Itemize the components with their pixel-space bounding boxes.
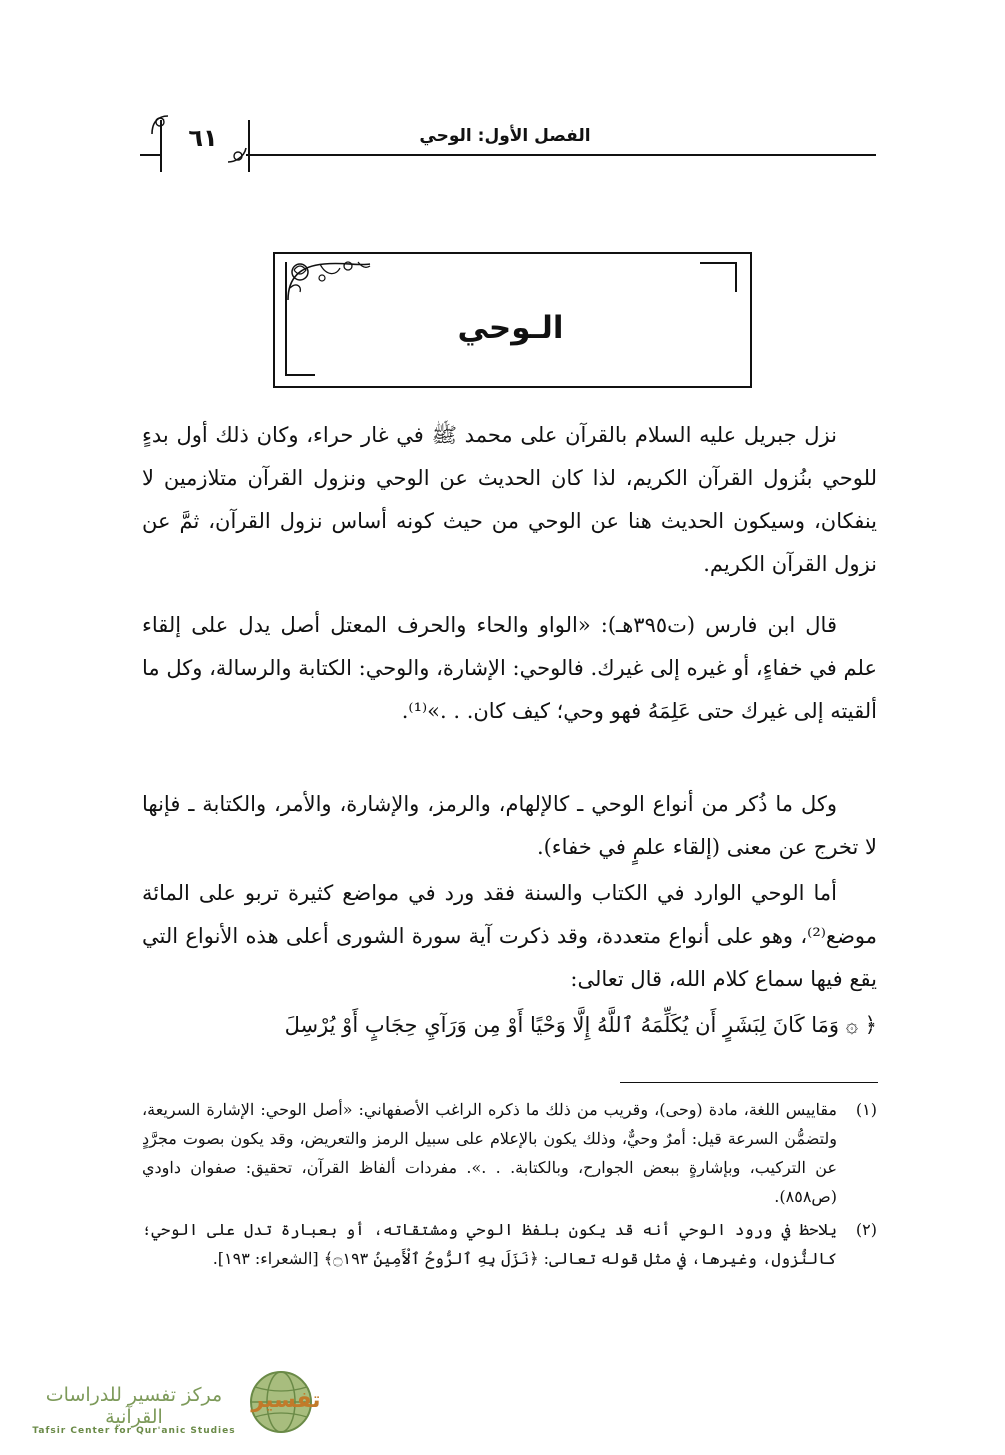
logo-brand: تفسير	[251, 1388, 321, 1413]
corner-ornament-icon	[226, 144, 250, 166]
footnote-text: مقاييس اللغة، مادة (وحى)، وقريب من ذلك ما ذكره الراغب الأصفهاني: «أصل الوحي: الإشارة السريعة، ولتضمُّن السرعة قيل: أمرٌ وحيٌّ، وذلك يكون بالإعلام على سبيل الرمز والتعريض، وقد يكون بصوت مجرَّدٍ عن التركيب، وبإشارةٍ ببعض الجوارح، وبالكتابة. . .». مفردات ألفاظ القرآن، تحقيق: صفوان داودي (ص٨٥٨).	[142, 1100, 837, 1206]
footnote-separator	[620, 1082, 878, 1083]
running-header-title: الفصل الأول: الوحي	[419, 126, 591, 146]
section-title: الـوحي	[457, 310, 564, 346]
footnotes-section	[142, 1095, 877, 1277]
footnote-number: (٢)	[855, 1220, 877, 1239]
logo-arabic-name: مركز تفسير للدراسات القرآنية	[45, 1384, 223, 1428]
footnote-number: (١)	[855, 1100, 877, 1119]
frame-corner-line	[285, 374, 315, 376]
body-paragraph	[142, 604, 877, 733]
body-paragraph	[142, 872, 877, 1001]
logo-english-name: Tafsir Center for Qur'anic Studies	[32, 1426, 236, 1436]
corner-ornament-icon	[148, 112, 172, 138]
floral-ornament-icon	[284, 258, 374, 304]
footnote	[142, 1095, 877, 1211]
paragraph-text: قال ابن فارس (ت٣٩٥هـ): «الواو والحاء والحرف المعتل أصل يدل على إلقاء علم في خفاءٍ، أو غيره إلى غيرك. فالوحي: الإشارة، والوحي: الكتابة والرسالة، وكل ما ألقيته إلى غيرك حتى عَلِمَهُ فهو وحي؛ كيف كان. . .»⁽¹⁾.	[142, 613, 877, 723]
paragraph-text: أما الوحي الوارد في الكتاب والسنة فقد ورد في مواضع كثيرة تربو على المائة موضع⁽²⁾، وهو على أنواع متعددة، وقد ذكرت آية سورة الشورى أعلى هذه الأنواع التي يقع فيها سماع كلام الله، قال تعالى:	[142, 881, 877, 991]
body-paragraph	[142, 414, 877, 586]
body-paragraph	[142, 783, 877, 869]
header-left-dash	[140, 154, 162, 156]
frame-corner-line	[735, 262, 737, 292]
quran-verse-line: ﴿ ۞ وَمَا كَانَ لِبَشَرٍ أَن يُكَلِّمَهُ ٱللَّهُ إِلَّا وَحْيًا أَوْ مِن وَرَآيِ حِجَابٍ أَوْ يُرْسِلَ	[284, 1013, 877, 1037]
footnote	[142, 1215, 877, 1273]
paragraph-text: وكل ما ذُكر من أنواع الوحي ـ كالإلهام، والرمز، والإشارة، والأمر، والكتابة ـ فإنها لا تخرج عن معنى (إلقاء علمٍ في خفاء).	[142, 792, 877, 859]
header-rule	[246, 154, 876, 156]
paragraph-text: نزل جبريل عليه السلام بالقرآن على محمد ﷺ في غار حراء، وكان ذلك أول بدءٍ للوحي بنُزول القرآن الكريم، لذا كان الحديث عن الوحي ونزول القرآن متلازمين لا ينفكان، وسيكون الحديث هنا عن الوحي من حيث كونه أساس نزول القرآن، ثمَّ عن نزول القرآن الكريم.	[142, 423, 877, 576]
frame-corner-line	[700, 262, 736, 264]
page-number: ٦١	[188, 124, 218, 152]
footnote-text: يلاحظ في ورود الوحي أنه قد يكون بلفظ الوحي ومشتقاته، أو بعبارة تدل على الوحي؛ كالنُّزول، وغيرها، في مثل قوله تعالى: ﴿نَزَلَ بِهِ ٱلرُّوحُ ٱلْأَمِينُ ۝١٩٣﴾ [الشعراء: ١٩٣].	[142, 1220, 837, 1268]
